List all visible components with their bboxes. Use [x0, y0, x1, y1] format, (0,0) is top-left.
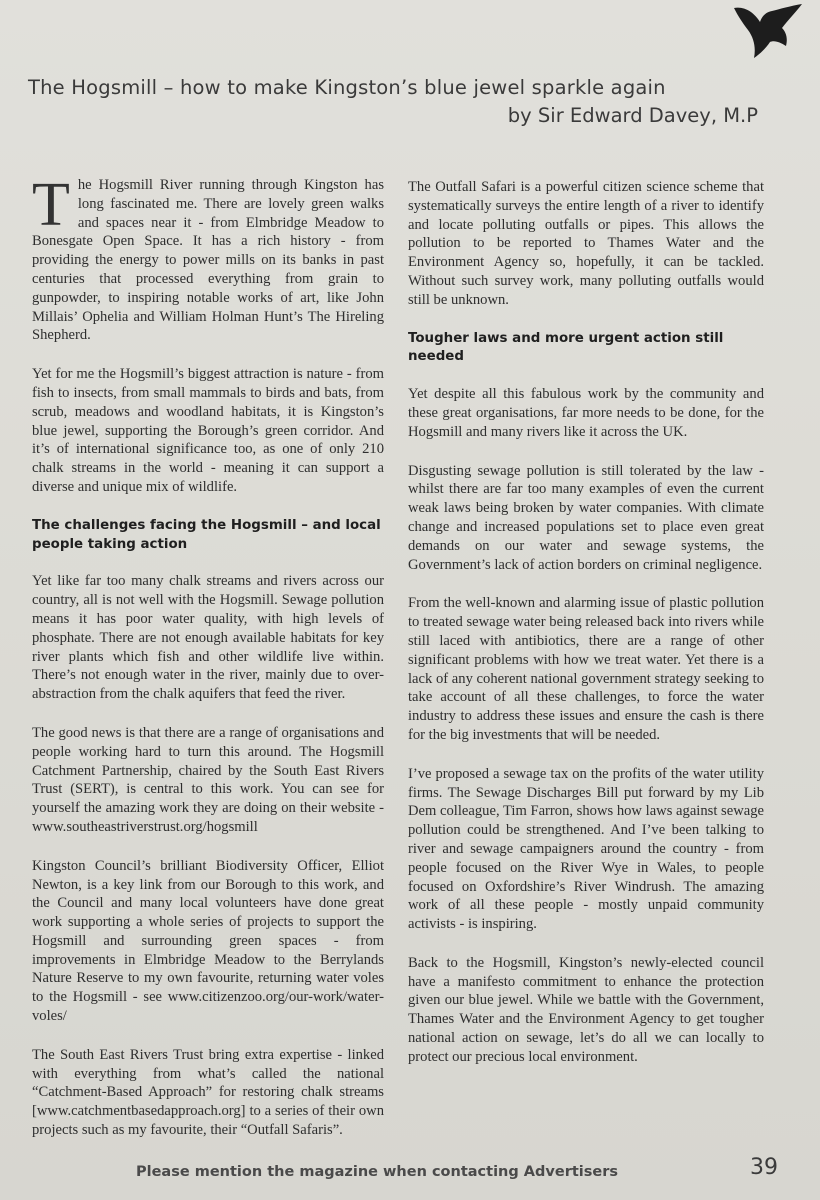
intro-paragraph: [32, 171, 384, 345]
paragraph: Disgusting sewage pollution is still tolerated by the law - whilst there are far too many examples of even the current weak laws being broken by water companies. With climate change and increased populations set to place even great demands on our water and sewage systems, the Government’s lack of action borders on criminal negligence.: [408, 462, 764, 573]
paragraph: Back to the Hogsmill, Kingston’s newly-elected council have a manifesto commitment to enhance the protection given our blue jewel. While we battle with the Government, Thames Water and the Environment Agency to get tougher national action on sewage, let’s do all we can locally to protect our precious local environment.: [408, 954, 764, 1065]
section-heading-tougher-laws: Tougher laws and more urgent action still needed: [408, 330, 724, 365]
bird-silhouette-icon: [730, 2, 806, 60]
intro-text: he Hogsmill River running through Kingston has long fascinated me. There are lovely green walks and spaces near it - from Elmbridge Meadow to Bonesgate Open Space. It has a rich history - from providing the energy to power mills on its banks in past centuries that processed everything from grain to gunpowder, to inspiring notable works of art, like John Millais’ Ophelia and William Holman Hunt’s The Hireling Shepherd.: [32, 177, 384, 344]
paragraph: Kingston Council’s brilliant Biodiversity Officer, Elliot Newton, is a key link from our Borough to this work, and the Council and many local volunteers have done great work supporting a whole series of projects to support the Hogsmill and surrounding green spaces - from improvements in Elmbridge Meadow to the Berrylands Nature Reserve to my own favourite, returning water voles to the Hogsmill - see www.citizenzoo.org/our-work/water-voles/: [32, 857, 384, 1025]
drop-cap: T: [32, 171, 70, 239]
left-column: [32, 171, 384, 1160]
paragraph: The Outfall Safari is a powerful citizen science scheme that systematically surveys the entire length of a river to identify and locate polluting outfalls or pipes. This allows the pollution to be reported to Thames Water and the Environment Agency so, hopefully, it can be tackled. Without such survey work, many polluting outfalls would still be unknown.: [408, 179, 764, 308]
article-title: The Hogsmill – how to make Kingston’s blue jewel sparkle again: [28, 76, 666, 99]
paragraph: The South East Rivers Trust bring extra expertise - linked with everything from what’s called the national “Catchment-Based Approach” for restoring chalk streams [www.catchmentbasedapproach.org] to a series of their own projects such as my favourite, their “Outfall Safaris”.: [32, 1046, 384, 1139]
paragraph: Yet like far too many chalk streams and rivers across our country, all is not well with the Hogsmill. Sewage pollution means it has poor water quality, with high levels of phosphate. There are not enough available habitats for key river plants which fish and other wildlife live within. There’s not enough water in the river, mainly due to over-abstraction from the chalk aquifers that feed the river.: [32, 573, 384, 703]
paragraph: The good news is that there are a range of organisations and people working hard to turn this around. The Hogsmill Catchment Partnership, chaired by the South East Rivers Trust (SERT), is central to this work. You can see for yourself the amazing work they are doing on their website - www.southeastriverstrust.org/hogsmill: [32, 724, 384, 835]
paragraph: Yet despite all this fabulous work by the community and these great organisations, far more needs to be done, for the Hogsmill and many rivers like it across the UK.: [408, 386, 764, 440]
page-number: 39: [750, 1155, 778, 1180]
paragraph: I’ve proposed a sewage tax on the profits of the water utility firms. The Sewage Discharges Bill put forward by my Lib Dem colleague, Tim Farron, shows how laws against sewage pollution could be strengthened. And I’ve been talking to river and sewage campaigners around the country - from people focused on the River Wye in Wales, to people focused on Oxfordshire’s River Windrush. The amazing work of all these people - mostly unpaid community activists - is inspiring.: [408, 765, 764, 933]
article-byline: by Sir Edward Davey, M.P: [507, 104, 758, 127]
paragraph: Yet for me the Hogsmill’s biggest attraction is nature - from fish to insects, from small mammals to birds and bats, from scrub, meadows and woodland habitats, it is Kingston’s blue jewel, supporting the Borough’s green corridor. And it’s of international significance too, as one of only 210 chalk streams in the world - meaning it can support a diverse and unique mix of wildlife.: [32, 366, 384, 495]
right-column: [408, 178, 764, 1087]
footer-note: Please mention the magazine when contacting Advertisers: [136, 1164, 618, 1180]
paragraph: From the well-known and alarming issue of plastic pollution to treated sewage water being released back into rivers while still laced with antibiotics, there are a range of other significant problems with how we treat water. Yet there is a lack of any coherent national government strategy seeking to take account of all these challenges, to force the water industry to address these issues and ensure the cash is there for the big investments that will be needed.: [408, 595, 764, 743]
section-heading-challenges: The challenges facing the Hogsmill – and local people taking action: [32, 517, 381, 552]
